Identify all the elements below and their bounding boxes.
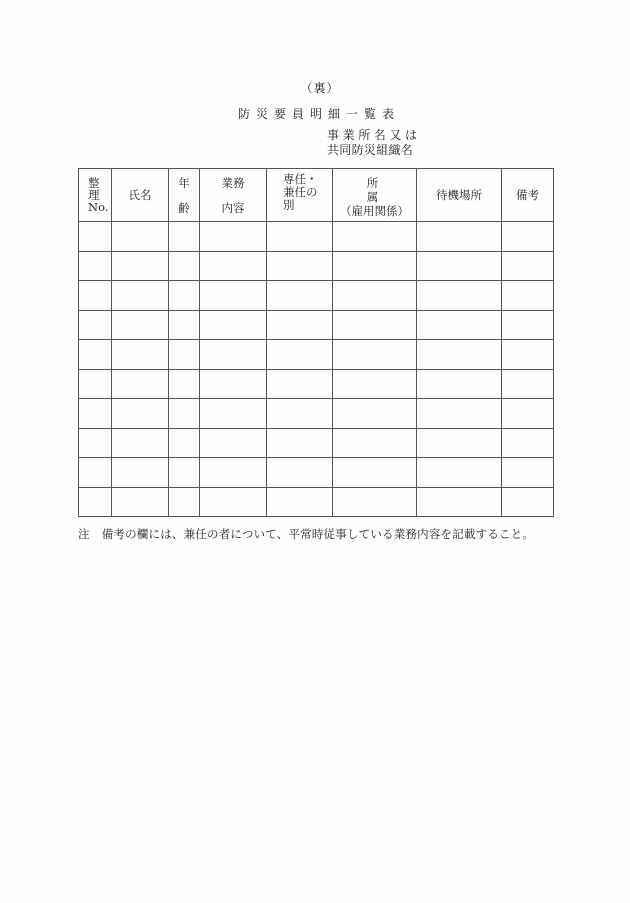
cell-serial-no[interactable] <box>79 340 112 370</box>
header-department <box>333 169 417 222</box>
header-department-line2: （雇用関係） <box>340 204 409 218</box>
cell-age[interactable] <box>169 251 200 281</box>
cell-fulltime[interactable] <box>267 428 333 458</box>
cell-standby[interactable] <box>417 487 502 517</box>
cell-serial-no[interactable] <box>79 428 112 458</box>
organization-label-line1: 事業所名又は <box>327 128 421 142</box>
cell-fulltime[interactable] <box>267 251 333 281</box>
cell-duty[interactable] <box>200 310 267 340</box>
cell-fulltime[interactable] <box>267 340 333 370</box>
table-row <box>79 310 554 340</box>
cell-department[interactable] <box>333 222 417 252</box>
cell-standby[interactable] <box>417 310 502 340</box>
header-serial-no <box>79 169 112 222</box>
cell-name[interactable] <box>112 281 169 311</box>
footnote-mark: 注 <box>78 527 90 541</box>
header-name <box>112 169 169 222</box>
cell-remarks[interactable] <box>502 399 554 429</box>
cell-duty[interactable] <box>200 222 267 252</box>
personnel-roster-table <box>78 168 554 517</box>
table-row <box>79 251 554 281</box>
cell-age[interactable] <box>169 487 200 517</box>
header-duty <box>200 169 267 222</box>
cell-duty[interactable] <box>200 369 267 399</box>
cell-department[interactable] <box>333 399 417 429</box>
table-row <box>79 281 554 311</box>
cell-age[interactable] <box>169 340 200 370</box>
cell-name[interactable] <box>112 340 169 370</box>
cell-serial-no[interactable] <box>79 399 112 429</box>
cell-age[interactable] <box>169 281 200 311</box>
cell-serial-no[interactable] <box>79 458 112 488</box>
cell-department[interactable] <box>333 281 417 311</box>
cell-name[interactable] <box>112 458 169 488</box>
table-row <box>79 399 554 429</box>
header-serial-no-line2: 理 <box>88 188 100 202</box>
cell-duty[interactable] <box>200 428 267 458</box>
cell-department[interactable] <box>333 310 417 340</box>
cell-name[interactable] <box>112 487 169 517</box>
organization-name-label <box>327 128 421 158</box>
header-standby-label: 待機場所 <box>436 188 482 202</box>
header-fulltime-line2: 兼任の <box>283 185 318 199</box>
header-duty-line1: 業務 <box>221 176 245 190</box>
cell-remarks[interactable] <box>502 222 554 252</box>
cell-duty[interactable] <box>200 458 267 488</box>
cell-name[interactable] <box>112 399 169 429</box>
cell-serial-no[interactable] <box>79 281 112 311</box>
cell-duty[interactable] <box>200 487 267 517</box>
cell-remarks[interactable] <box>502 428 554 458</box>
cell-serial-no[interactable] <box>79 310 112 340</box>
cell-fulltime[interactable] <box>267 310 333 340</box>
table-row <box>79 340 554 370</box>
cell-department[interactable] <box>333 458 417 488</box>
cell-age[interactable] <box>169 428 200 458</box>
cell-age[interactable] <box>169 369 200 399</box>
cell-name[interactable] <box>112 428 169 458</box>
cell-age[interactable] <box>169 399 200 429</box>
cell-name[interactable] <box>112 251 169 281</box>
cell-department[interactable] <box>333 487 417 517</box>
cell-serial-no[interactable] <box>79 487 112 517</box>
header-department-line1: 所属 <box>366 176 401 204</box>
cell-serial-no[interactable] <box>79 369 112 399</box>
header-fulltime-line3: 別 <box>283 198 295 212</box>
cell-standby[interactable] <box>417 369 502 399</box>
footnote <box>78 526 534 542</box>
organization-label-line2: 共同防災組織名 <box>327 143 414 157</box>
cell-duty[interactable] <box>200 340 267 370</box>
header-duty-line2: 内容 <box>221 201 245 215</box>
cell-standby[interactable] <box>417 428 502 458</box>
table-row <box>79 487 554 517</box>
cell-age[interactable] <box>169 310 200 340</box>
table-row <box>79 428 554 458</box>
cell-standby[interactable] <box>417 340 502 370</box>
cell-standby[interactable] <box>417 399 502 429</box>
header-age-line1: 年 <box>178 176 190 190</box>
cell-fulltime[interactable] <box>267 399 333 429</box>
header-name-label: 氏名 <box>128 188 152 202</box>
cell-age[interactable] <box>169 222 200 252</box>
cell-standby[interactable] <box>417 281 502 311</box>
cell-duty[interactable] <box>200 251 267 281</box>
cell-age[interactable] <box>169 458 200 488</box>
cell-remarks[interactable] <box>502 310 554 340</box>
cell-duty[interactable] <box>200 399 267 429</box>
header-standby-location <box>417 169 502 222</box>
cell-remarks[interactable] <box>502 458 554 488</box>
cell-department[interactable] <box>333 369 417 399</box>
header-remarks <box>502 169 554 222</box>
header-serial-no-line1: 整 <box>88 176 100 190</box>
header-remarks-label: 備考 <box>516 188 539 202</box>
cell-serial-no[interactable] <box>79 251 112 281</box>
cell-standby[interactable] <box>417 251 502 281</box>
cell-remarks[interactable] <box>502 369 554 399</box>
header-age <box>169 169 200 222</box>
cell-remarks[interactable] <box>502 281 554 311</box>
table-row <box>79 369 554 399</box>
cell-department[interactable] <box>333 251 417 281</box>
table-row <box>79 458 554 488</box>
cell-duty[interactable] <box>200 281 267 311</box>
cell-fulltime[interactable] <box>267 458 333 488</box>
cell-fulltime[interactable] <box>267 487 333 517</box>
cell-fulltime[interactable] <box>267 369 333 399</box>
table-header-row <box>79 169 554 222</box>
cell-fulltime[interactable] <box>267 281 333 311</box>
header-serial-no-line3: No. <box>88 200 109 214</box>
table-row <box>79 222 554 252</box>
page-side-label: （裏） <box>300 81 340 95</box>
header-fulltime-parttime <box>267 169 333 222</box>
document-title: 防災要員明細一覧表 <box>238 107 401 121</box>
cell-standby[interactable] <box>417 458 502 488</box>
header-age-line2: 齢 <box>178 201 190 215</box>
cell-remarks[interactable] <box>502 340 554 370</box>
cell-fulltime[interactable] <box>267 222 333 252</box>
cell-standby[interactable] <box>417 222 502 252</box>
cell-remarks[interactable] <box>502 251 554 281</box>
cell-department[interactable] <box>333 340 417 370</box>
cell-name[interactable] <box>112 369 169 399</box>
cell-name[interactable] <box>112 310 169 340</box>
footnote-text: 備考の欄には、兼任の者について、平常時従事している業務内容を記載すること。 <box>101 527 535 541</box>
cell-remarks[interactable] <box>502 487 554 517</box>
cell-name[interactable] <box>112 222 169 252</box>
cell-department[interactable] <box>333 428 417 458</box>
cell-serial-no[interactable] <box>79 222 112 252</box>
header-fulltime-line1: 専任・ <box>283 172 318 186</box>
